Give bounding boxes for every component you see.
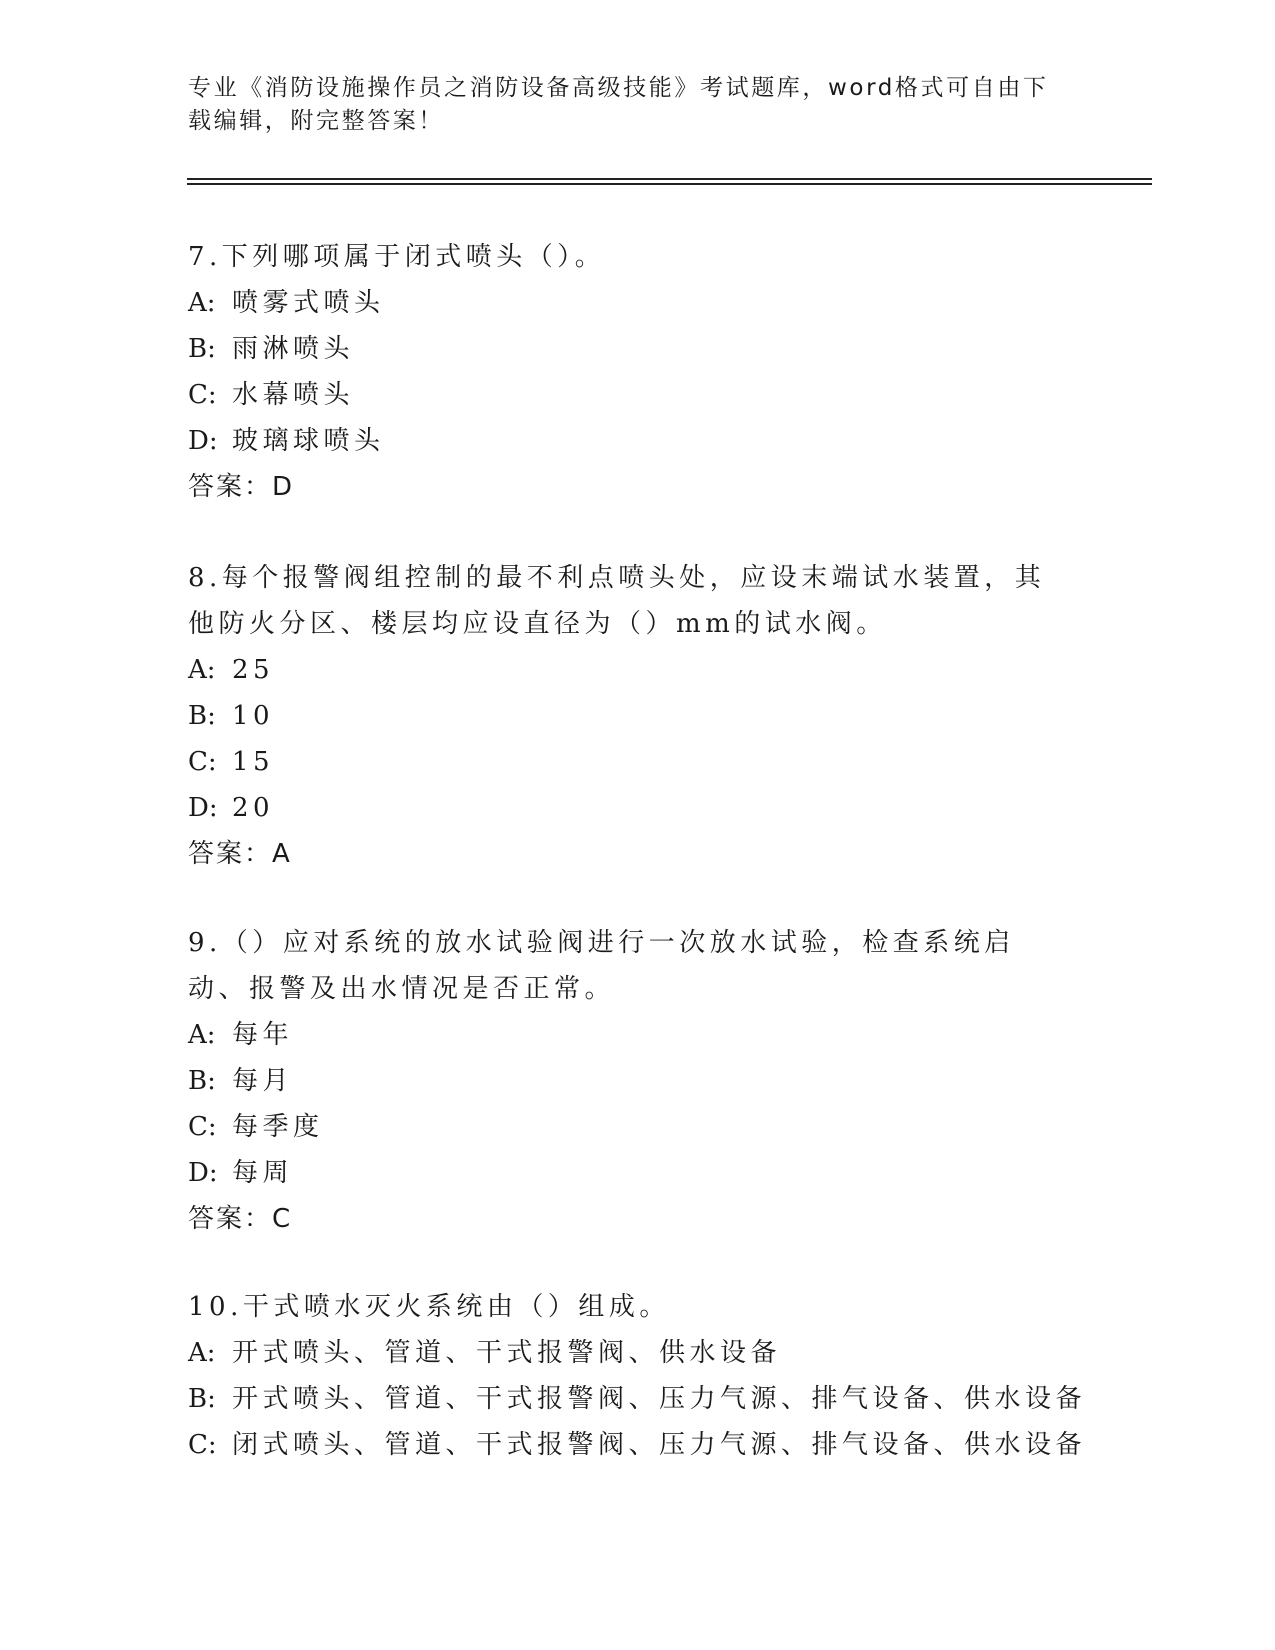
answer: 答案：D (188, 472, 295, 502)
option-key: C: (188, 1112, 217, 1142)
option-key: A: (188, 1020, 216, 1050)
option-key: A: (188, 288, 216, 318)
option-c (188, 372, 1068, 418)
option-key: B: (188, 334, 216, 364)
option-c (188, 1422, 1087, 1468)
option-text: 开式喷头、管道、干式报警阀、压力气源、排气设备、供水设备 (232, 1384, 1087, 1414)
option-b (188, 326, 1068, 372)
option-text: 玻璃球喷头 (232, 426, 385, 456)
option-c (188, 1104, 1068, 1150)
question-9 (188, 920, 1068, 1242)
option-d (188, 418, 1068, 464)
question-stem: 10.干式喷水灭火系统由（）组成。 (188, 1292, 670, 1322)
option-text: 水幕喷头 (232, 380, 355, 410)
option-b (188, 693, 1068, 739)
option-key: D: (188, 793, 218, 823)
option-text: 每月 (232, 1066, 294, 1096)
option-key: C: (188, 380, 217, 410)
option-key: A: (188, 1338, 216, 1368)
option-key: C: (188, 1430, 217, 1460)
document-header: 专业《消防设施操作员之消防设备高级技能》考试题库，word格式可自由下载编辑，附完整答案！ (188, 75, 1049, 134)
option-a (188, 1012, 1068, 1058)
option-a (188, 1330, 1068, 1376)
option-text: 25 (232, 655, 275, 685)
option-text: 每季度 (232, 1112, 324, 1142)
option-text: 闭式喷头、管道、干式报警阀、压力气源、排气设备、供水设备 (232, 1430, 1087, 1460)
option-key: D: (188, 1158, 218, 1188)
question-stem: 8.每个报警阀组控制的最不利点喷头处，应设末端试水装置，其他防火分区、楼层均应设直径为（）mm的试水阀。 (188, 563, 1046, 639)
option-text: 雨淋喷头 (232, 334, 355, 364)
option-text: 喷雾式喷头 (232, 288, 385, 318)
answer: 答案：A (188, 839, 292, 869)
option-c (188, 739, 1068, 785)
option-text: 每年 (232, 1020, 294, 1050)
header-divider-top (187, 178, 1152, 180)
option-b (188, 1058, 1068, 1104)
option-key: B: (188, 1384, 216, 1414)
option-d (188, 785, 1068, 831)
option-text: 开式喷头、管道、干式报警阀、供水设备 (232, 1338, 782, 1368)
question-8 (188, 555, 1068, 877)
question-stem: 9.（）应对系统的放水试验阀进行一次放水试验，检查系统启动、报警及出水情况是否正常。 (188, 928, 1015, 1004)
option-text: 每周 (232, 1158, 294, 1188)
option-key: B: (188, 1066, 216, 1096)
answer: 答案：C (188, 1204, 293, 1234)
question-7 (188, 234, 1068, 510)
header-divider-bottom (187, 183, 1152, 185)
option-a (188, 280, 1068, 326)
option-key: A: (188, 655, 216, 685)
option-b (188, 1376, 1087, 1422)
option-text: 10 (232, 701, 275, 731)
option-text: 20 (232, 793, 275, 823)
option-key: B: (188, 701, 216, 731)
option-key: C: (188, 747, 217, 777)
option-text: 15 (232, 747, 275, 777)
question-10 (188, 1284, 1087, 1468)
question-stem: 7.下列哪项属于闭式喷头（）。 (188, 242, 606, 272)
option-a (188, 647, 1068, 693)
option-d (188, 1150, 1068, 1196)
option-key: D: (188, 426, 218, 456)
